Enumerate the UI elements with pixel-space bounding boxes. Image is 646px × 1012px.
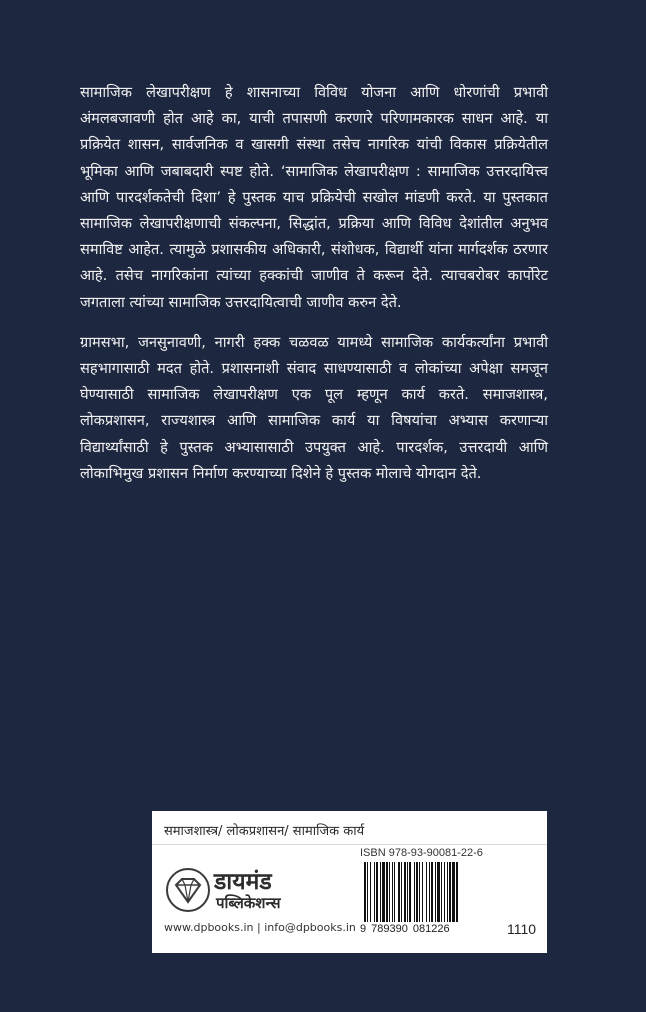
price-code: 1110 [507, 921, 537, 937]
publisher-name: डायमंड [214, 869, 272, 895]
blurb-paragraph-2: ग्रामसभा, जनसुनावणी, नागरी हक्क चळवळ यामध्ये सामाजिक कार्यकर्त्यांना प्रभावी सहभागासाठी मदत होते. प्रशासनाशी संवाद साधण्यासाठी व लोकांच्या अपेक्षा समजून घेण्यासाठी सामाजिक लेखापरीक्षण एक पूल म्हणून कार्य करते. समाजशास्त्र, लोकप्रशासन, राज्यशास्त्र आणि सामाजिक कार्य या विषयांचा अभ्यास करणाऱ्या विद्यार्थ्यांसाठी हे पुस्तक अभ्यासासाठी उपयुक्त आहे. पारदर्शक, उत्तरदायी आणि लोकाभिमुख प्रशासन निर्माण करण्याच्या दिशेने हे पुस्तक मोलाचे योगदान देते. [80, 333, 548, 482]
subject-categories: समाजशास्त्र/ लोकप्रशासन/ सामाजिक कार्य [164, 824, 365, 839]
publisher-label-box [152, 811, 547, 953]
publisher-contact: www.dpbooks.in | info@dpbooks.in [164, 921, 356, 934]
isbn-number: ISBN 978-93-90081-22-6 [360, 847, 483, 859]
barcode [364, 862, 496, 922]
barcode-digits: 9 789390 081226 [360, 923, 450, 935]
publisher-name-subtitle: पब्लिकेशन्स [216, 894, 281, 912]
back-cover-blurb [80, 80, 548, 487]
diamond-icon [166, 868, 210, 912]
publisher-logo [166, 866, 336, 916]
label-divider [152, 844, 547, 845]
blurb-paragraph-1: सामाजिक लेखापरीक्षण हे शासनाच्या विविध योजना आणि धोरणांची प्रभावी अंमलबजावणी होत आहे का, याची तपासणी करणारे परिणामकारक साधन आहे. या प्रक्रियेत शासन, सार्वजनिक व खासगी संस्था तसेच नागरिक यांची विकास प्रक्रियेतील भूमिका आणि जबाबदारी स्पष्ट होते. ‘सामाजिक लेखापरीक्षण : सामाजिक उत्तरदायित्त्व आणि पारदर्शकतेची दिशा’ हे पुस्तक याच प्रक्रियेची सखोल मांडणी करते. या पुस्तकात सामाजिक लेखापरीक्षणाची संकल्पना, सिद्धांत, प्रक्रिया आणि विविध देशांतील अनुभव समाविष्ट आहेत. त्यामुळे प्रशासकीय अधिकारी, संशोधक, विद्यार्थी यांना मार्गदर्शक ठरणार आहे. तसेच नागरिकांना त्यांच्या हक्कांची जाणीव ते करून देते. त्याचबरोबर कार्पोरेट जगताला त्यांच्या सामाजिक उत्तरदायित्वाची जाणीव करुन देते. [80, 84, 548, 311]
